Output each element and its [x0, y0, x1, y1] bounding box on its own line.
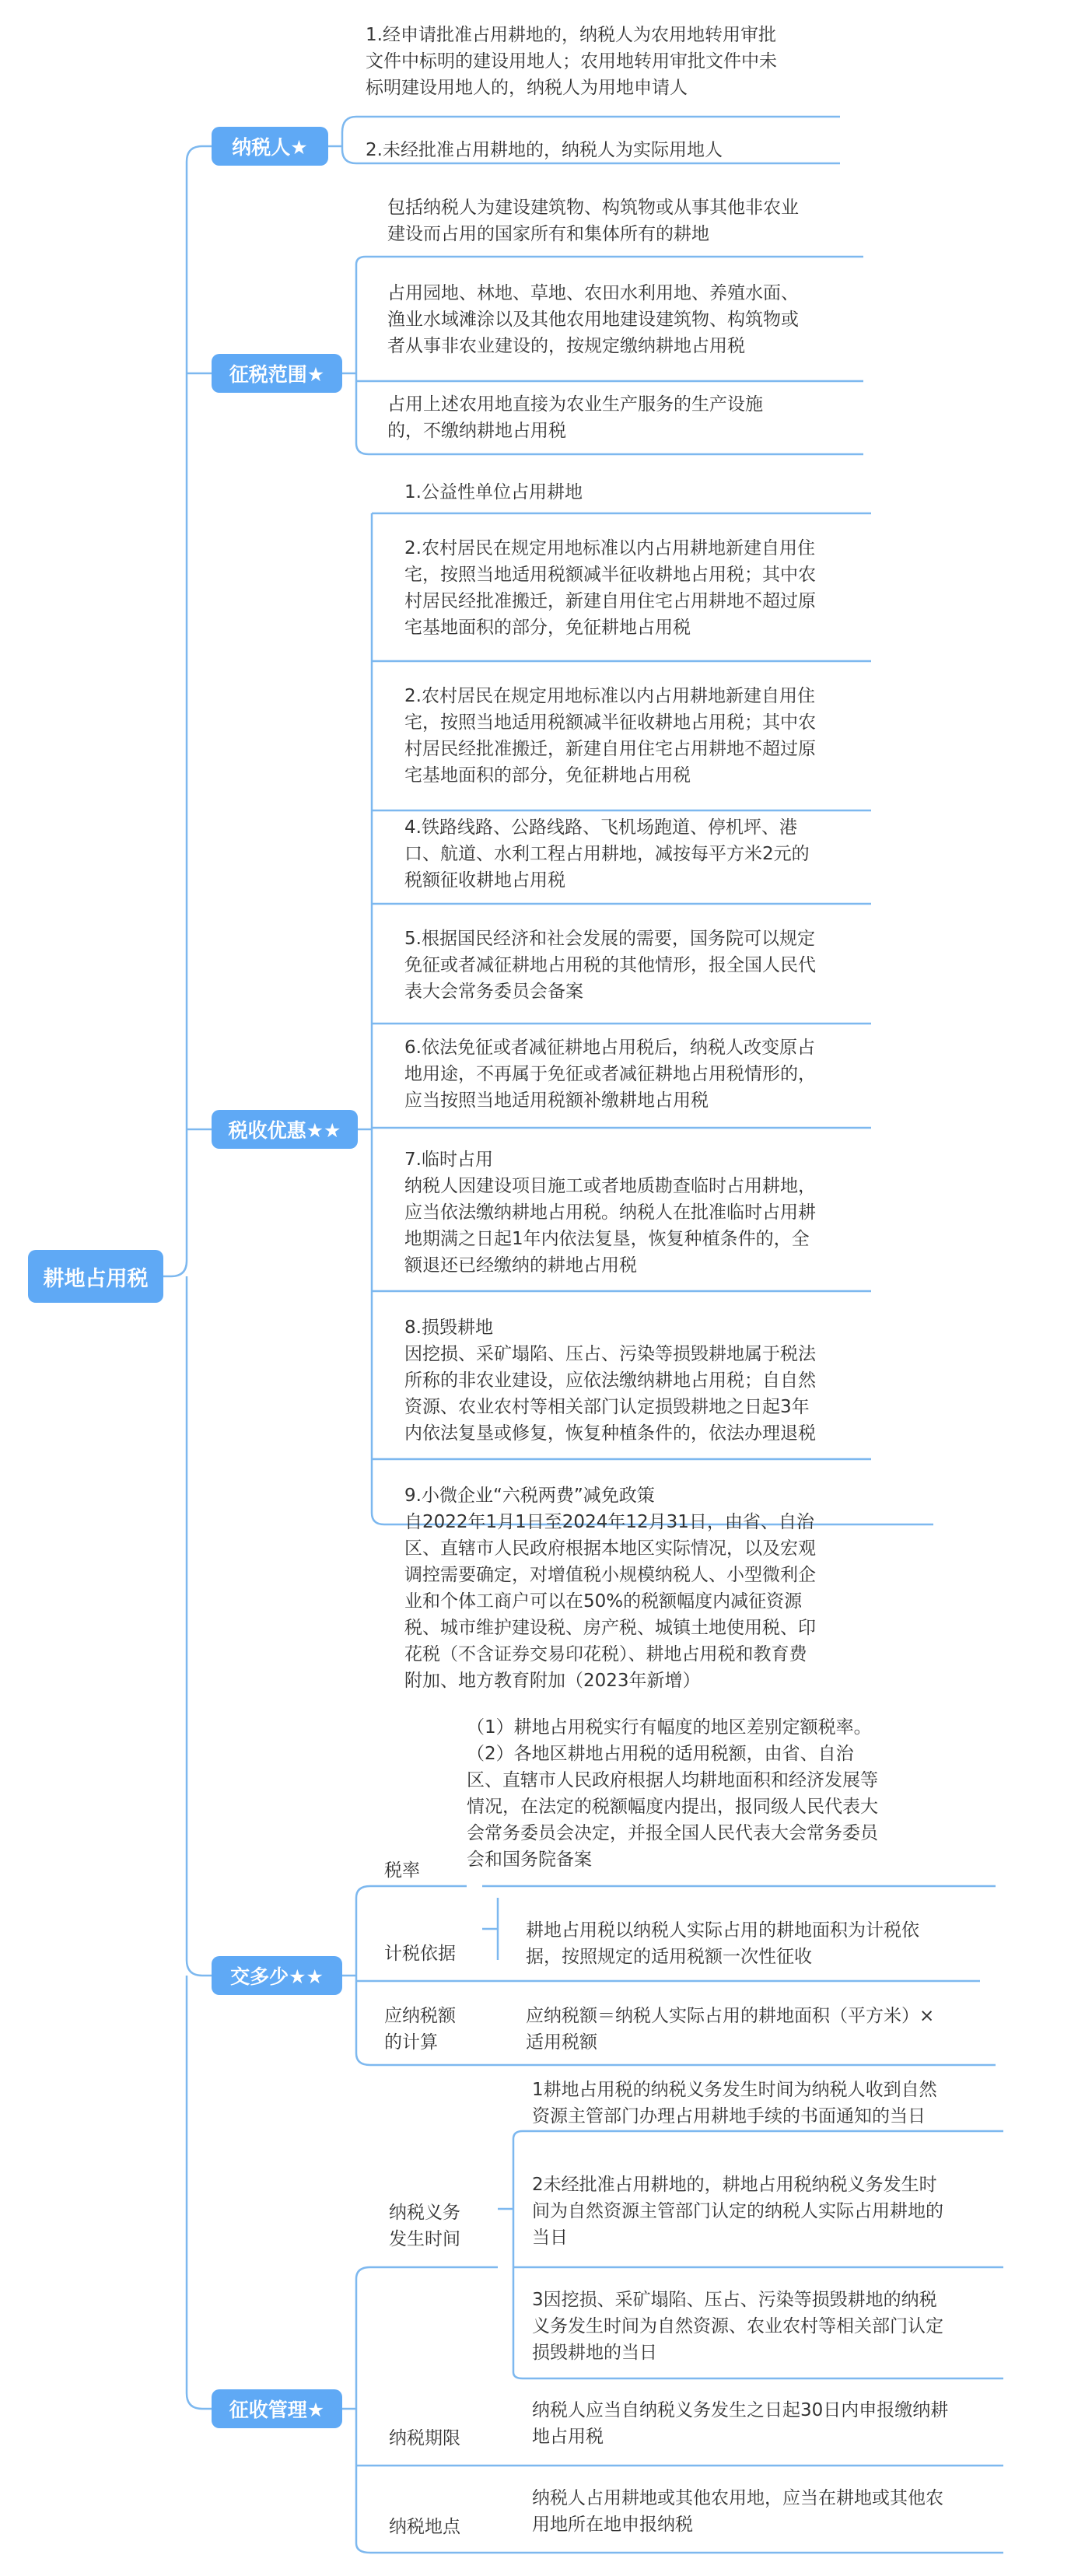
relief-item-1: 1.公益性单位占用耕地	[404, 482, 583, 502]
relief-item-8: 8.损毁耕地 因挖损、采矿塌陷、压占、污染等损毁耕地属于税法 所称的非农业建设，应依法缴纳耕地占用税；自自然 资源、农业农村等相关部门认定损毁耕地之日起3年 内依法复垦或修复，恢复种植条件的，依法办理退税	[404, 1318, 816, 1444]
scope-item-3: 占用上述农用地直接为农业生产服务的生产设施 的，不缴纳耕地占用税	[387, 394, 763, 441]
obligation-time-item-3: 3因挖损、采矿塌陷、压占、污染等损毁耕地的纳税 义务发生时间为自然资源、农业农村等相关部门认定 损毁耕地的当日	[532, 2290, 943, 2363]
relief-item-3: 2.农村居民在规定用地标准以内占用耕地新建自用住 宅，按照当地适用税额减半征收耕地占用税；其中农 村居民经批准搬迁，新建自用住宅占用耕地不超过原 宅基地面积的部分，免征耕地占用税	[404, 686, 816, 786]
category-taxpayer: 纳税人★	[212, 127, 328, 166]
tax-place-text: 纳税人占用耕地或其他农用地，应当在耕地或其他农 用地所在地申报纳税	[532, 2488, 943, 2535]
relief-item-6: 6.依法免征或者减征耕地占用税后，纳税人改变原占 地用途，不再属于免征或者减征耕地占用税情形的， 应当按照当地适用税额补缴耕地占用税	[404, 1038, 816, 1111]
tax-period-label: 纳税期限	[389, 2428, 460, 2448]
tax-period-text: 纳税人应当自纳税义务发生之日起30日内申报缴纳耕 地占用税	[532, 2400, 949, 2447]
obligation-time-item-1: 1耕地占用税的纳税义务发生时间为纳税人收到自然 资源主管部门办理占用耕地手续的书面通知的当日	[532, 2080, 937, 2126]
obligation-time-label: 纳税义务 发生时间	[389, 2203, 460, 2249]
category-scope: 征税范围★	[212, 354, 342, 393]
rate-text: （1）耕地占用税实行有幅度的地区差别定额税率。 （2）各地区耕地占用税的适用税额，由省、自治 区、直辖市人民政府根据人均耕地面积和经济发展等 情况，在法定的税额幅度内提出，报同级人民代表大 会常务委员会决定，并报全国人民代表大会常务委员 会和国务院备案	[467, 1717, 878, 1870]
relief-item-5: 5.根据国民经济和社会发展的需要，国务院可以规定 免征或者减征耕地占用税的其他情形，报全国人民代 表大会常务委员会备案	[404, 929, 816, 1002]
rate-label: 税率	[384, 1860, 420, 1881]
root-node: 耕地占用税	[28, 1250, 163, 1303]
calc-label: 应纳税额 的计算	[384, 2006, 456, 2053]
relief-item-4: 4.铁路线路、公路线路、飞机场跑道、停机坪、港 口、航道、水利工程占用耕地，减按每平方米2元的 税额征收耕地占用税	[404, 817, 810, 891]
obligation-time-item-2: 2未经批准占用耕地的，耕地占用税纳税义务发生时 间为自然资源主管部门认定的纳税人实际占用耕地的 当日	[532, 2175, 943, 2248]
calc-text: 应纳税额＝纳税人实际占用的耕地面积（平方米）× 适用税额	[526, 2006, 935, 2053]
basis-text: 耕地占用税以纳税人实际占用的耕地面积为计税依 据，按照规定的适用税额一次性征收	[526, 1920, 919, 1967]
taxpayer-item-1: 1.经申请批准占用耕地的，纳税人为农用地转用审批 文件中标明的建设用地人；农用地转用审批文件中未 标明建设用地人的，纳税人为用地申请人	[366, 25, 777, 98]
category-relief: 税收优惠★★	[212, 1110, 358, 1149]
relief-item-9: 9.小微企业“六税两费”减免政策 自2022年1月1日至2024年12月31日，由省、自治 区、直辖市人民政府根据本地区实际情况，以及宏观 调控需要确定，对增值税小规模纳税人、小型微利企 业和个体工商户可以在50%的税额幅度内减征资源 税、城市维护建设税、房产税、城镇土地使用税、印 花税（不含证券交易印花税）、耕地占用税和教育费 附加、地方教育附加（2023年新增）	[404, 1486, 816, 1691]
scope-item-1: 包括纳税人为建设建筑物、构筑物或从事其他非农业 建设而占用的国家所有和集体所有的耕地	[387, 198, 799, 244]
relief-item-7: 7.临时占用 纳税人因建设项目施工或者地质勘查临时占用耕地， 应当依法缴纳耕地占用税。纳税人在批准临时占用耕 地期满之日起1年内依法复垦，恢复种植条件的，全 额退还已经缴纳的耕地占用税	[404, 1150, 816, 1276]
tax-place-label: 纳税地点	[389, 2517, 460, 2537]
category-admin: 征收管理★	[212, 2389, 342, 2428]
category-amount: 交多少★★	[212, 1956, 342, 1995]
scope-item-2: 占用园地、林地、草地、农田水利用地、养殖水面、 渔业水域滩涂以及其他农用地建设建筑物、构筑物或 者从事非农业建设的，按规定缴纳耕地占用税	[387, 283, 799, 356]
basis-label: 计税依据	[384, 1944, 456, 1964]
taxpayer-item-2: 2.未经批准占用耕地的，纳税人为实际用地人	[366, 140, 723, 160]
relief-item-2: 2.农村居民在规定用地标准以内占用耕地新建自用住 宅，按照当地适用税额减半征收耕地占用税；其中农 村居民经批准搬迁，新建自用住宅占用耕地不超过原 宅基地面积的部分，免征耕地占用税	[404, 538, 816, 638]
